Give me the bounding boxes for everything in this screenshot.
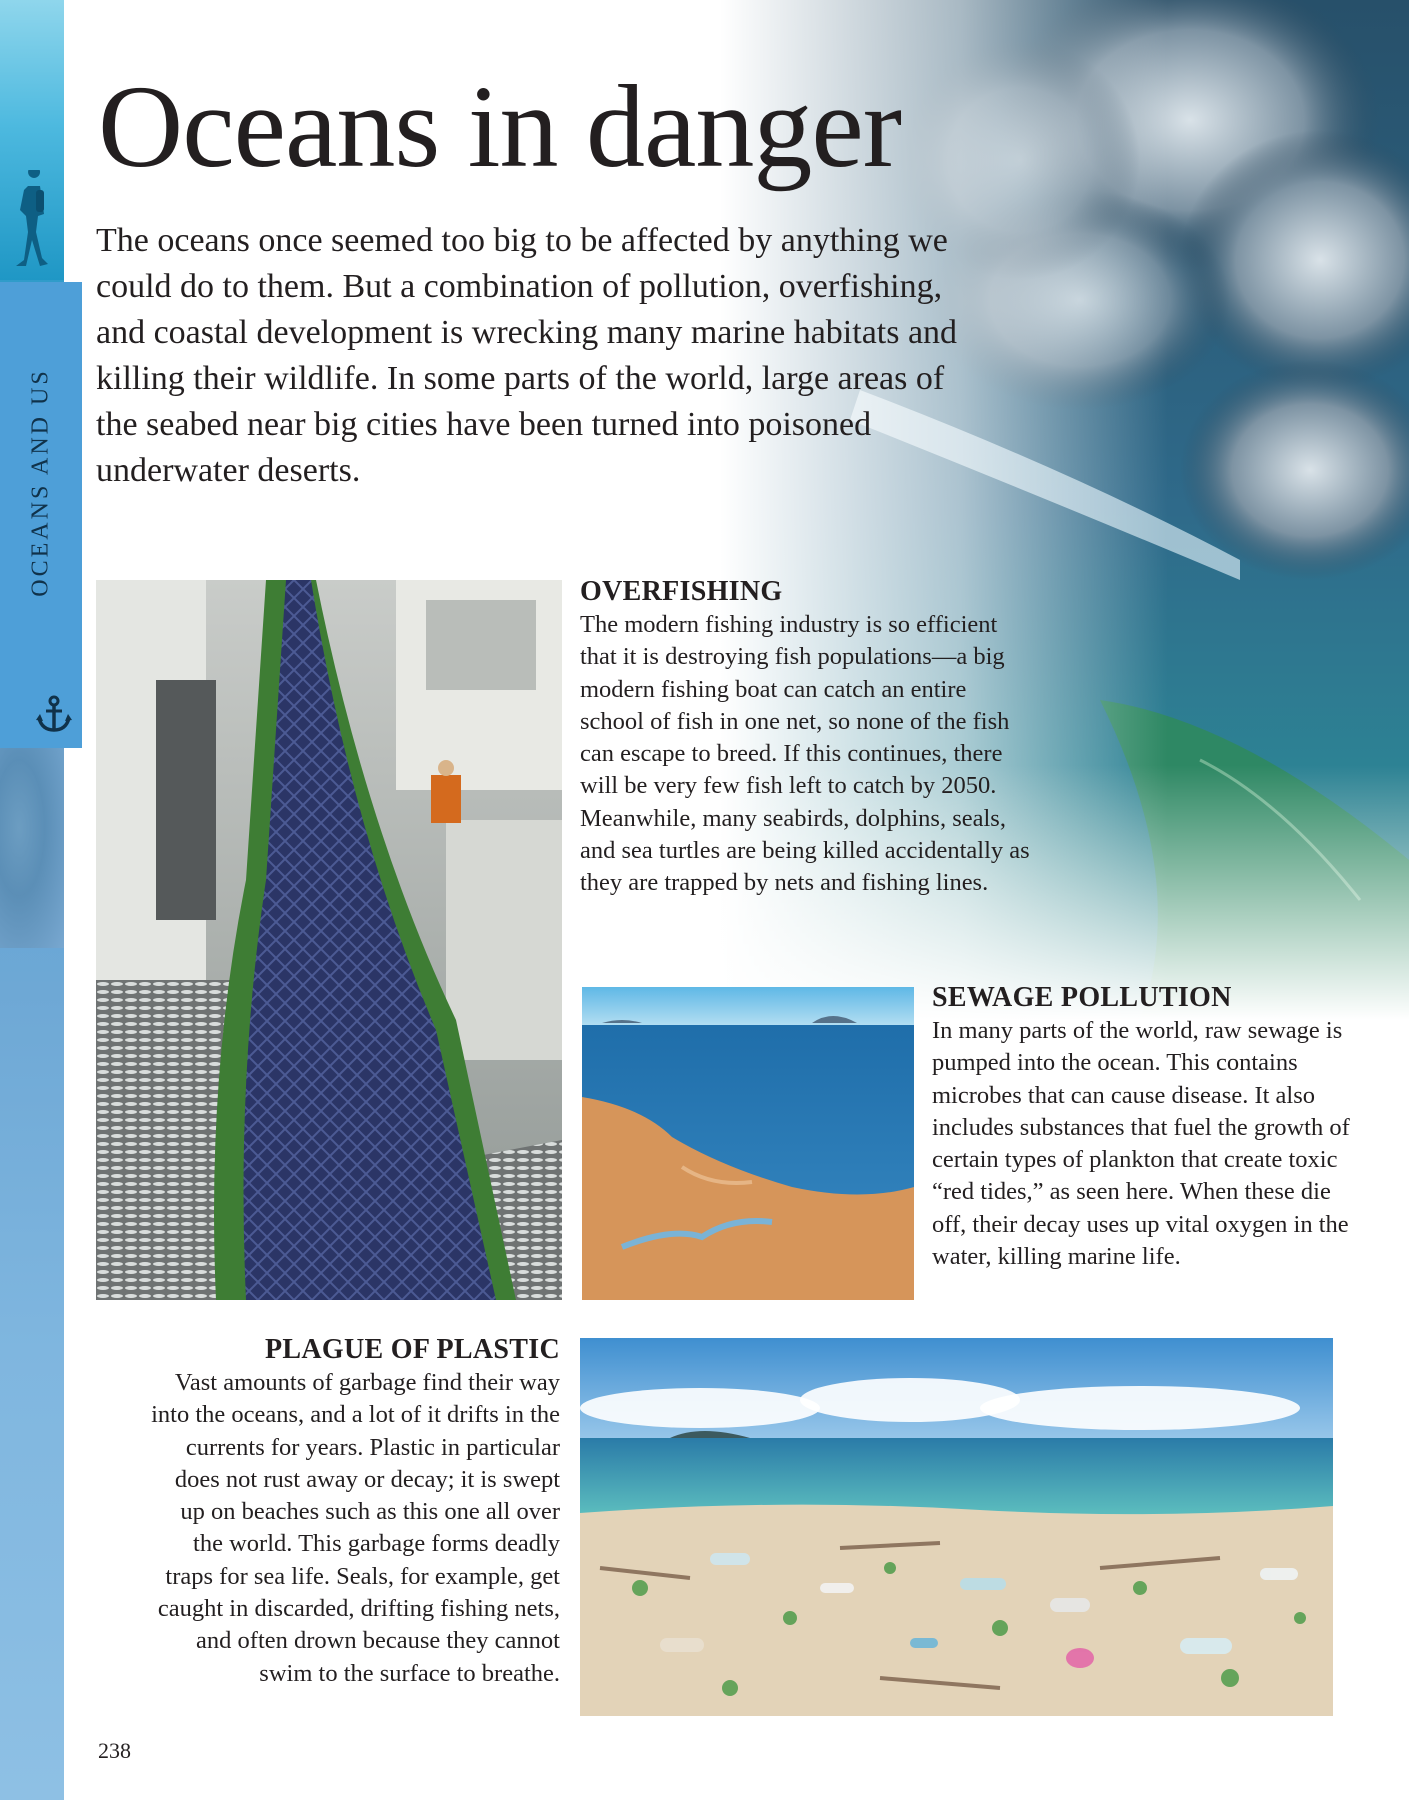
anchor-icon bbox=[34, 694, 74, 734]
plastic-body: Vast amounts of garbage find their way into the oceans, and a lot of it drifts in the currents for years. Plastic in particular does not rust away or decay; it is swept up on beaches such as this one all over the world. This garbage forms deadly traps for sea life. Seals, for example, get caught in discarded, drifting fishing nets, and often drown because they cannot swim to the surface to breathe. bbox=[151, 1369, 560, 1687]
fishing-net-photo bbox=[96, 580, 562, 1300]
page-number: 238 bbox=[98, 1738, 131, 1763]
overfishing-heading: OVERFISHING bbox=[580, 576, 783, 607]
diver-icon bbox=[6, 170, 56, 270]
sewage-section bbox=[932, 981, 1362, 1273]
sewage-body: In many parts of the world, raw sewage is pumped into the ocean. This contains microbes that can cause disease. It also includes substances that fuel the growth of certain types of plankton that create toxic “red tides,” as seen here. When these die off, their decay uses up vital oxygen in the water, killing marine life. bbox=[932, 1017, 1350, 1271]
plastic-heading: PLAGUE OF PLASTIC bbox=[265, 1334, 560, 1365]
section-label bbox=[0, 282, 82, 682]
red-tide-photo bbox=[582, 987, 914, 1300]
page-title: Oceans in danger bbox=[98, 61, 902, 192]
overfishing-section bbox=[580, 575, 1030, 900]
plastic-beach-photo bbox=[580, 1338, 1333, 1716]
intro-paragraph: The oceans once seemed too big to be affected by anything we could do to them. But a combination of pollution, overfishing, and coastal development is wrecking many marine habitats and killing their wildlife. In some parts of the world, large areas of the seabed near big cities have been turned into poisoned underwater deserts. bbox=[96, 222, 958, 489]
section-label-text: OCEANS AND US bbox=[27, 367, 54, 597]
side-strip bbox=[0, 0, 64, 1800]
sewage-heading: SEWAGE POLLUTION bbox=[932, 982, 1232, 1013]
seafloor-photo-strip bbox=[0, 748, 64, 948]
overfishing-body: The modern fishing industry is so efficient that it is destroying fish populations—a big modern fishing boat can catch an entire school of fish in one net, so none of the fish can escape to breed. If this continues, there will be very few fish left to catch by 2050. Meanwhile, many seabirds, dolphins, seals, and sea turtles are being killed accidentally as they are trapped by nets and fishing lines. bbox=[580, 611, 1030, 897]
plastic-section bbox=[150, 1333, 560, 1690]
